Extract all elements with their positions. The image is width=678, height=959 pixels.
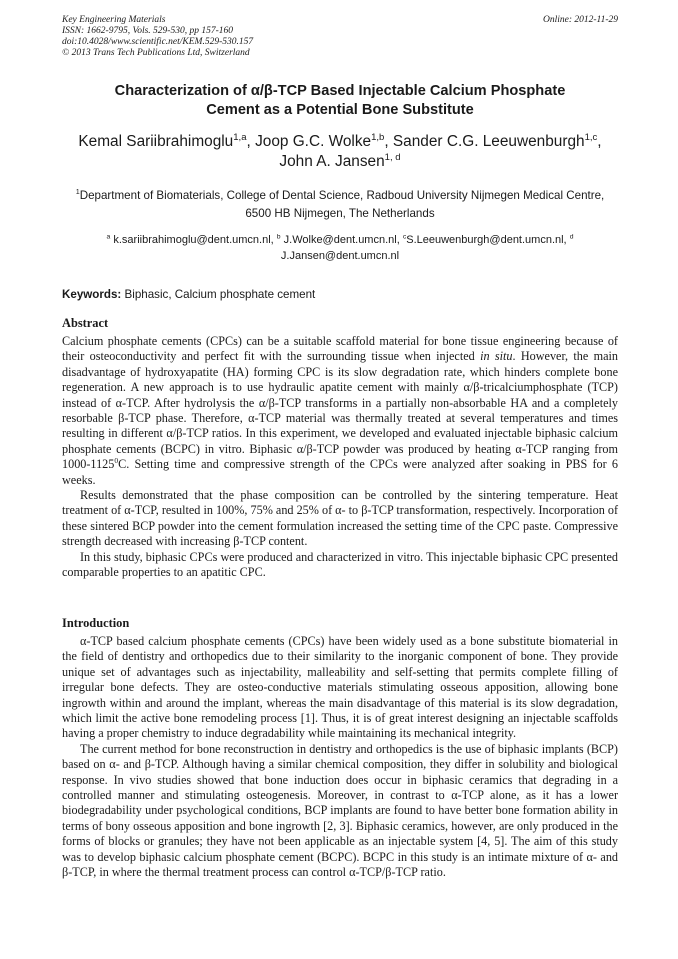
author-superscript: 1,a [233,131,247,143]
author-superscript: 1,c [584,131,598,143]
keywords-text: Biphasic, Calcium phosphate cement [124,288,316,301]
introduction-heading: Introduction [62,616,130,630]
keywords [62,288,618,301]
author-name: Sander C.G. Leeuwenburgh [392,133,585,150]
email-superscript: b [276,233,281,241]
email-superscript: c [402,233,407,241]
email-address: J.Wolke@dent.umcn.nl, [283,234,400,246]
email-address: k.sariibrahimoglu@dent.umcn.nl, [113,234,274,246]
degree-superscript: 0 [114,456,119,466]
affiliation-superscript: 1 [75,187,80,197]
email-address: S.Leeuwenburgh@dent.umcn.nl, [406,234,567,246]
abstract-heading: Abstract [62,316,109,330]
abstract-text: Calcium phosphate cements (CPCs) can be a suitable scaffold material for bone tissue engineering because of their osteoconductivity and perfect fit with the surrounding tissue when injected [62,334,618,364]
abstract-paragraph: In this study, biphasic CPCs were produced and characterized in vitro. This injectable biphasic CPC presented comparable properties to an apatitic CPC. [62,549,618,580]
online-date: Online: 2012-11-29 [542,15,618,25]
author-name: John A. Jansen [279,153,385,170]
paper-title [62,82,618,120]
journal-header [62,15,618,59]
abstract-text: . However, the main disadvantage of hydroxyapatite (HA) forming CPC is its slow degradation rate, which hinders complete bone regeneration. A new approach is to use hydraulic apatite cement with mainly α/β-tricalciumphosphate (TCP) instead of α-TCP. After hydrolysis the α/β-TCP transforms in a partially non-absorbable HA and a completely resorbable β-TCP phase. Therefore, α-TCP material was thermally treated at several temperatures and times resulting in different α/β-TCP ratios. In this experiment, we developed and evaluated injectable biphasic calcium phosphate cements (BCPC) in vitro. Biphasic α/β-TCP powder was produced by heating α-TCP ranging from 1000-1125 [62,349,619,472]
abstract-text: C. Setting time and compressive strength of the CPCs were analyzed after soaking in PBS for 6 weeks. [62,457,618,487]
title-line-2: Cement as a Potential Bone Substitute [206,102,474,118]
copyright-line: © 2013 Trans Tech Publications Ltd, Switzerland [62,48,250,58]
journal-name: Key Engineering Materials [62,15,166,25]
author-superscript: 1, d [384,151,401,163]
author-name: Kemal Sariibrahimoglu [78,133,234,150]
abstract-body [62,334,618,581]
introduction-body [62,634,618,881]
affiliation [62,187,618,223]
email-superscript: d [569,233,574,241]
email-address: J.Jansen@dent.umcn.nl [280,250,400,262]
introduction-paragraph: α-TCP based calcium phosphate cements (CPCs) have been widely used as a bone substitute biomaterial in the field of dentistry and orthopedics due to their similarity to the inorganic component of bone. They provide unique set of advantages such as injectability, malleability and self-setting that permits complete filling of irregular bone defects. They are osteo-conductive materials stimulating osseous apposition, allowing bone ingrowth within and around the implant, whereas the main disadvantage of this material is its slow degradation, which limit the active bone remodeling process [1]. Thus, it is of great interest designing an injectable scaffolds having a proper chemistry to induce degradability while maintaining its mechanical integrity. [62,634,618,741]
abstract-paragraph: Results demonstrated that the phase composition can be controlled by the sintering temperature. Heat treatment of α-TCP, resulted in 100%, 75% and 25% of α- to β-TCP transformation, respectively. Incorporation of these sintered BCP powder into the cement formulation increased the setting time of the CPC paste. Compressive strength decreased with increasing β-TCP content. [62,488,618,549]
title-line-1: Characterization of α/β-TCP Based Injectable Calcium Phosphate [114,83,566,99]
email-superscript: a [106,233,111,241]
author-name: Joop G.C. Wolke [255,133,372,150]
author-list: Kemal Sariibrahimoglu$^{1,a}$, Joop G.C. Wolke$^{1,b}$, Sander C.G. Leeuwenburgh$^{1,c}$, John A. Jansen$^{1, d}$ [78,131,602,170]
abstract-italic-text: in situ [480,349,513,364]
affiliation-text: Department of Biomaterials, College of Dental Science, Radboud University Nijmegen Medical Centre, 6500 HB Nijmegen, The Netherlands [79,189,605,220]
author-superscript: 1,b [371,131,385,143]
doi-line: doi:10.4028/www.scientific.net/KEM.529-530.157 [62,37,254,47]
keywords-label: Keywords: [62,288,122,301]
issn-line: ISSN: 1662-9795, Vols. 529-530, pp 157-160 [62,26,233,36]
introduction-paragraph: The current method for bone reconstruction in dentistry and orthopedics is the use of biphasic implants (BCP) based on α- and β-TCP. Although having a similar chemical composition, they differ in solubility and biological response. In vivo studies showed that bone induction does occur in biphasic ceramics that degrading in a controlled manner and stimulating osteogenesis. Moreover, in contrast to α-TCP alone, as it has a lower biodegradability under psychological conditions, BCP implants are found to have better bone formation ability in terms of bony osseous apposition and bone ingrowth [2, 3]. Biphasic ceramics, however, are only produced in the forms of blocks or granules; they have not been applicable as an injectable system [4, 5]. The aim of this study was to develop biphasic calcium phosphate cement (BCPC). BCPC in this study is an intimate mixture of α- and β-TCP, in where the thermal treatment process can control α-TCP/β-TCP ratio. [62,741,618,880]
email-list [62,232,618,264]
abstract-paragraph [62,334,618,488]
